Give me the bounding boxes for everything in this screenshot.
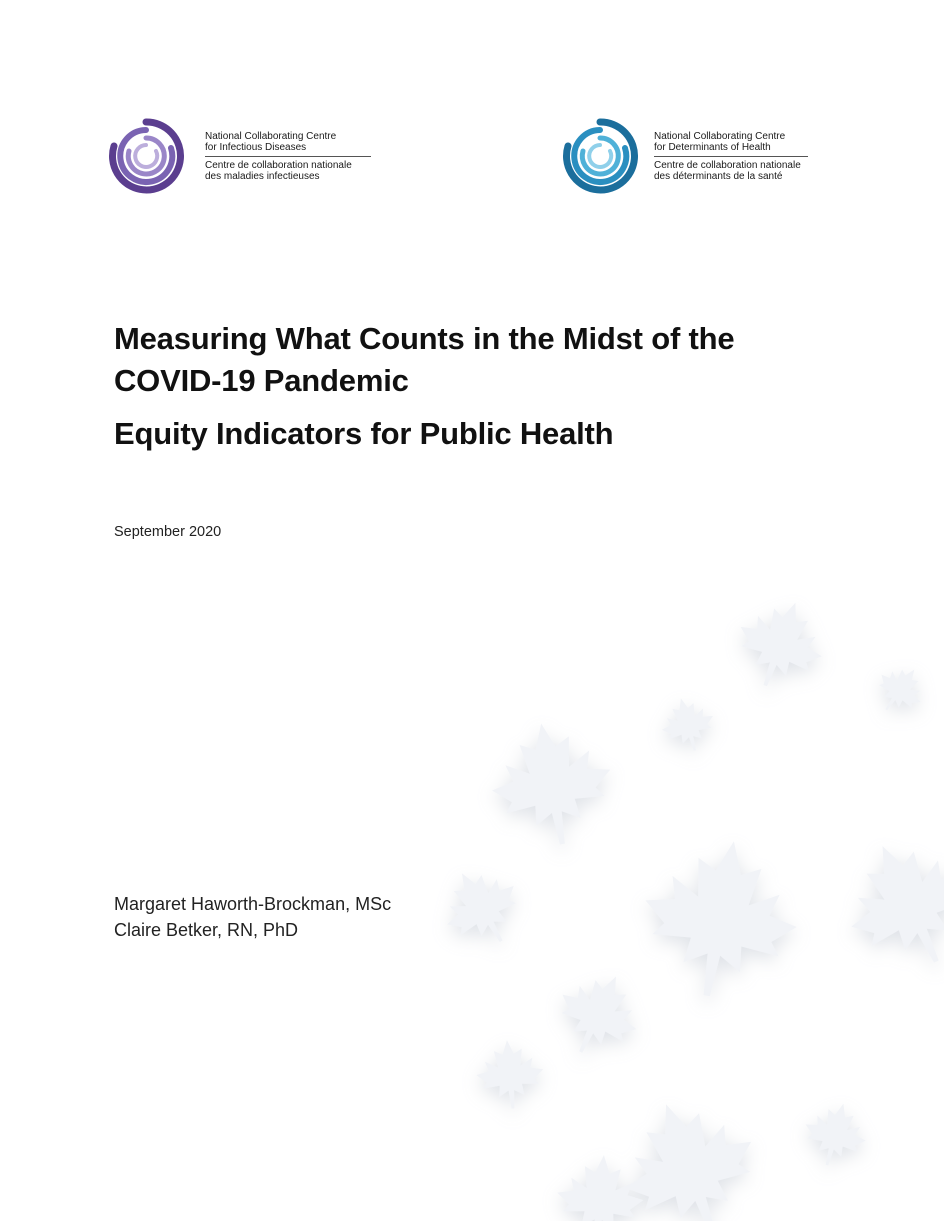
maple-leaf-icon	[867, 656, 934, 724]
maple-leaf-icon	[544, 959, 653, 1069]
author-name: Claire Betker, RN, PhD	[114, 920, 299, 940]
maple-leaf-icon	[473, 1037, 546, 1111]
document-title	[114, 318, 814, 402]
document-subtitle: Equity Indicators for Public Health	[114, 416, 614, 451]
purple-swirl-logo-icon	[108, 118, 184, 194]
blue-swirl-logo-icon	[562, 118, 638, 194]
publication-date: September 2020	[114, 524, 222, 540]
logo-right-french-line1: Centre de collaboration nationale	[654, 160, 801, 171]
logo-left-english-line1: National Collaborating Centre	[205, 131, 337, 142]
logo-left-english-line2: for Infectious Diseases	[205, 141, 307, 153]
authors-list	[114, 891, 391, 943]
logo-right-french-line2: des déterminants de la santé	[654, 170, 783, 182]
document-title-line2: COVID-19 Pandemic	[114, 363, 409, 398]
maple-leaf-icon	[482, 713, 621, 854]
logo-left-french-line1: Centre de collaboration nationale	[205, 160, 352, 171]
title-block	[114, 318, 814, 455]
maple-leaf-icon	[631, 828, 809, 1009]
logo-right-divider	[654, 156, 808, 157]
logo-left-french-line2: des maladies infectieuses	[205, 170, 320, 182]
maple-leaf-icon	[429, 854, 535, 960]
logo-right-english-line1: National Collaborating Centre	[654, 131, 786, 142]
maple-leaf-icon	[797, 1096, 874, 1174]
logo-right-text	[654, 132, 808, 182]
maple-leaf-icon	[826, 820, 944, 988]
logo-left-divider	[205, 156, 371, 157]
document-title-line1: Measuring What Counts in the Midst of the	[114, 321, 735, 356]
maple-leaf-icon	[553, 1151, 647, 1221]
maple-leaf-icon	[725, 588, 836, 700]
maple-leaf-icon	[655, 692, 720, 758]
author-name: Margaret Haworth-Brockman, MSc	[114, 894, 392, 914]
logo-right-english-line2: for Determinants of Health	[654, 141, 771, 153]
maple-leaf-icon	[603, 1081, 776, 1221]
logo-left-text	[205, 132, 371, 182]
